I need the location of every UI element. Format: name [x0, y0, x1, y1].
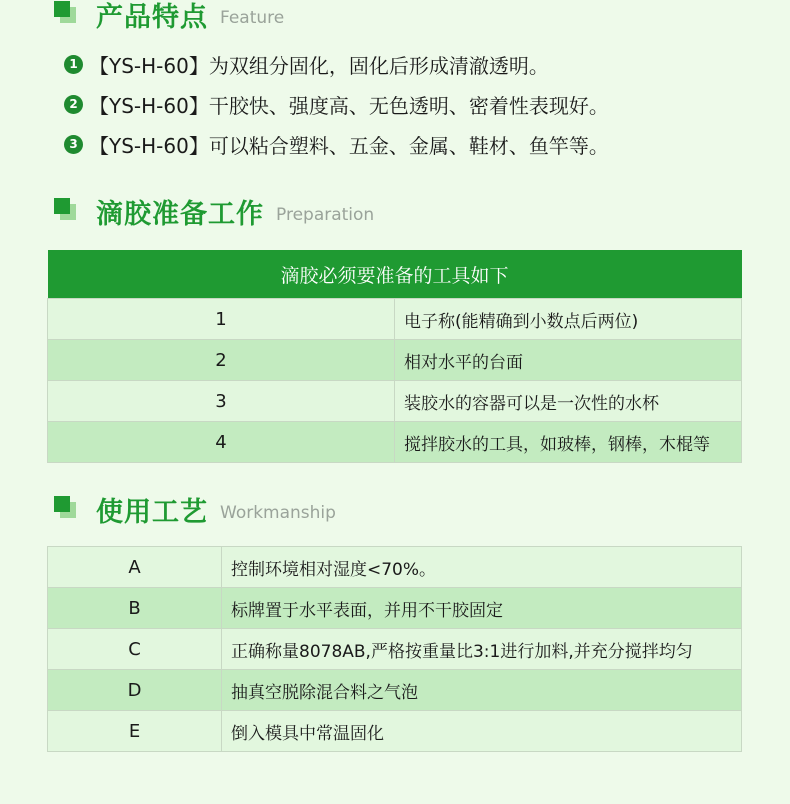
number-circle-icon: 2 [64, 95, 83, 114]
row-key: B [48, 588, 222, 629]
workmanship-heading [54, 489, 336, 529]
feature-list [64, 44, 609, 164]
square-bullet-icon [54, 198, 80, 224]
row-number: 1 [48, 299, 395, 340]
row-number: 4 [48, 422, 395, 463]
row-value: 搅拌胶水的工具，如玻棒，钢棒，木棍等 [395, 422, 742, 463]
workmanship-title: 使用工艺 [96, 496, 208, 528]
row-key: C [48, 629, 222, 670]
feature-item [64, 84, 609, 124]
feature-text: 【YS-H-60】干胶快、强度高、无色透明、密着性表现好。 [89, 93, 609, 118]
workmanship-subtitle: Workmanship [220, 503, 336, 523]
row-key: D [48, 670, 222, 711]
preparation-table-header: 滴胶必须要准备的工具如下 [48, 250, 742, 299]
preparation-title: 滴胶准备工作 [96, 198, 264, 230]
feature-title: 产品特点 [96, 1, 208, 33]
table-row [48, 588, 742, 629]
row-value: 抽真空脱除混合料之气泡 [222, 670, 742, 711]
square-bullet-icon [54, 496, 80, 522]
feature-item [64, 124, 609, 164]
table-row [48, 422, 742, 463]
workmanship-table [47, 546, 742, 752]
table-row [48, 381, 742, 422]
table-row [48, 340, 742, 381]
feature-heading [54, 0, 284, 34]
row-value: 倒入模具中常温固化 [222, 711, 742, 752]
row-key: A [48, 547, 222, 588]
table-row [48, 670, 742, 711]
row-key: E [48, 711, 222, 752]
feature-subtitle: Feature [220, 8, 285, 28]
preparation-heading [54, 191, 374, 231]
square-bullet-icon [54, 1, 80, 27]
row-number: 3 [48, 381, 395, 422]
preparation-table [47, 250, 742, 463]
table-row [48, 711, 742, 752]
number-circle-icon: 1 [64, 55, 83, 74]
table-row [48, 629, 742, 670]
feature-item [64, 44, 609, 84]
preparation-subtitle: Preparation [276, 205, 375, 225]
feature-text: 【YS-H-60】为双组分固化，固化后形成清澈透明。 [89, 53, 549, 78]
row-value: 相对水平的台面 [395, 340, 742, 381]
row-value: 电子称(能精确到小数点后两位) [395, 299, 742, 340]
row-value: 标牌置于水平表面，并用不干胶固定 [222, 588, 742, 629]
feature-text: 【YS-H-60】可以粘合塑料、五金、金属、鞋材、鱼竿等。 [89, 133, 609, 158]
number-circle-icon: 3 [64, 135, 83, 154]
row-number: 2 [48, 340, 395, 381]
row-value: 控制环境相对湿度<70%。 [222, 547, 742, 588]
row-value: 正确称量8078AB,严格按重量比3:1进行加料,并充分搅拌均匀 [222, 629, 742, 670]
row-value: 装胶水的容器可以是一次性的水杯 [395, 381, 742, 422]
table-row [48, 299, 742, 340]
table-row [48, 547, 742, 588]
